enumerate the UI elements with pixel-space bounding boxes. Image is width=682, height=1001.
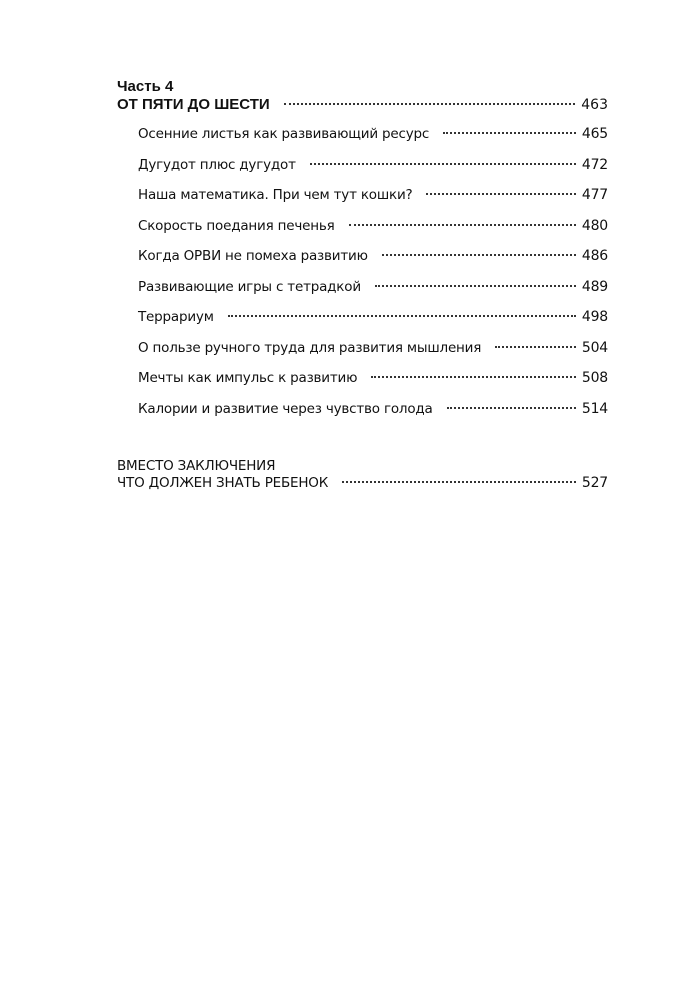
dot-leader	[349, 224, 576, 226]
dot-leader	[443, 132, 576, 134]
chapter-title: Калории и развитие через чувство голода	[138, 400, 433, 417]
page-number: 463	[581, 97, 608, 113]
chapter-title: Развивающие игры с тетрадкой	[138, 278, 361, 295]
closing-title: ЧТО ДОЛЖЕН ЗНАТЬ РЕБЕНОК	[117, 475, 329, 491]
toc-entry	[117, 401, 608, 432]
toc-entry-part-title	[117, 96, 608, 126]
page-number: 472	[581, 156, 608, 173]
page-number: 498	[581, 309, 608, 325]
page-number: 480	[581, 217, 608, 234]
toc-entry	[117, 340, 608, 371]
dot-leader	[426, 193, 575, 195]
closing-label: ВМЕСТО ЗАКЛЮЧЕНИЯ	[117, 458, 276, 474]
toc-entry	[117, 248, 608, 279]
page-number: 477	[581, 187, 608, 203]
chapter-title: Дугудот плюс дугудот	[138, 156, 296, 173]
page-number: 508	[581, 370, 608, 386]
dot-leader	[375, 285, 576, 287]
dot-leader	[228, 315, 576, 317]
chapter-title: Когда ОРВИ не помеха развитию	[138, 248, 368, 264]
chapter-title: Наша математика. При чем тут кошки?	[138, 187, 413, 203]
chapter-title: Скорость поедания печенья	[138, 217, 335, 234]
page-number: 504	[581, 339, 608, 356]
dot-leader	[371, 376, 576, 378]
dot-leader	[495, 346, 576, 348]
page-number: 489	[581, 278, 608, 295]
chapter-title: Мечты как импульс к развитию	[138, 370, 358, 386]
toc-entry	[117, 218, 608, 249]
chapter-title: Террариум	[138, 309, 214, 325]
dot-leader	[447, 407, 576, 409]
page-number: 465	[581, 126, 608, 142]
toc-entry	[117, 309, 608, 340]
page-number: 514	[581, 400, 608, 417]
chapter-title: Осенние листья как развивающий ресурс	[138, 126, 430, 142]
page-number: 527	[581, 475, 608, 491]
table-of-contents	[117, 78, 608, 506]
part-label: Часть 4	[117, 78, 174, 95]
page-number: 486	[581, 248, 608, 264]
toc-entry	[117, 157, 608, 188]
dot-leader	[310, 163, 576, 165]
closing-section	[117, 457, 608, 506]
chapter-title: О пользе ручного труда для развития мышления	[138, 339, 482, 356]
toc-entry	[117, 187, 608, 218]
toc-entry-closing	[117, 475, 608, 506]
dot-leader	[284, 103, 576, 105]
dot-leader	[382, 254, 576, 256]
toc-entry	[117, 370, 608, 401]
part-title: ОТ ПЯТИ ДО ШЕСТИ	[117, 96, 270, 113]
toc-entry	[117, 126, 608, 157]
dot-leader	[342, 481, 576, 483]
toc-entry	[117, 279, 608, 310]
